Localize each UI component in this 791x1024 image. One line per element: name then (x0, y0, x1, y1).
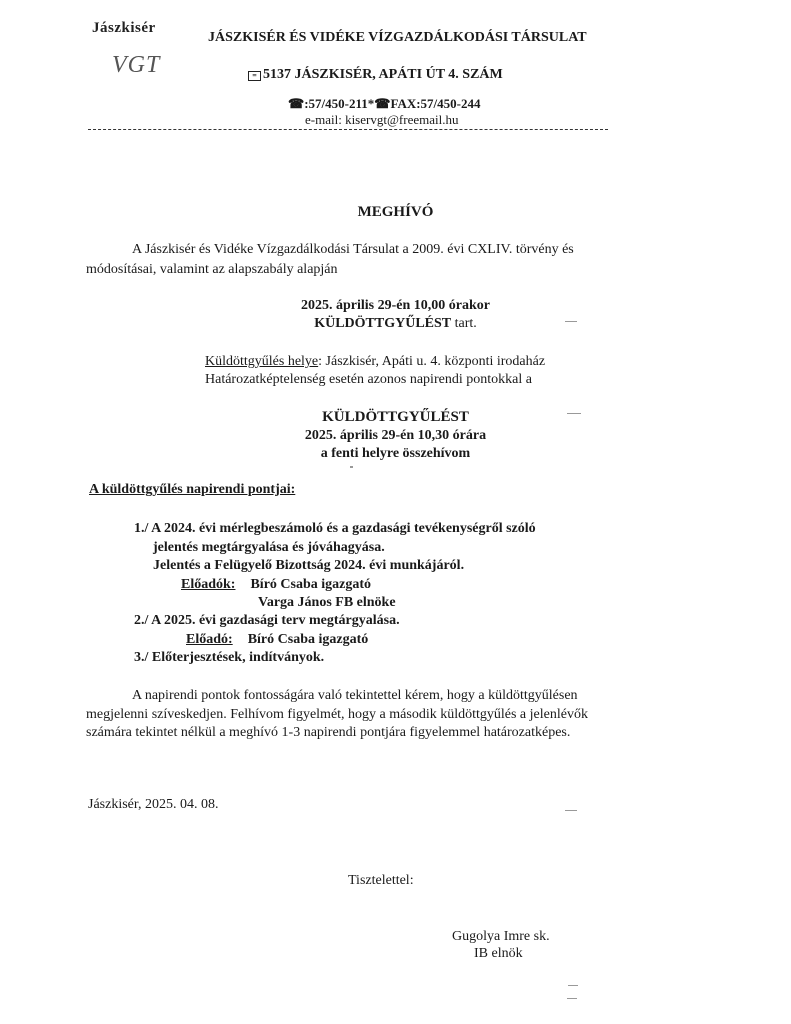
phone-number: :57/450-211* (304, 96, 375, 111)
envelope-icon: = (248, 71, 261, 81)
first-meeting-line (0, 316, 791, 332)
second-meeting-date: 2025. április 29-én 10,30 órára (304, 428, 487, 443)
phone-fax-line (288, 96, 481, 112)
place-and-date: Jászkisér, 2025. 04. 08. (88, 797, 219, 812)
second-meeting-word: KÜLDÖTTGYŰLÉST (322, 409, 469, 425)
scan-speck (567, 413, 581, 414)
header-divider (88, 129, 608, 130)
second-meeting-place: a fenti helyre összehívom (320, 446, 471, 461)
regards: Tisztelettel: (348, 873, 414, 888)
agenda-item-1-line-1: 1./ A 2024. évi mérlegbeszámoló és a gazdasági tevékenységről szóló (134, 521, 536, 536)
presenter-3: Bíró Csaba igazgató (247, 632, 369, 647)
presenters-line-1 (181, 577, 371, 593)
venue-text: : Jászkisér, Apáti u. 4. központi irodaház (318, 354, 546, 369)
document-title: MEGHÍVÓ (357, 204, 434, 220)
phone-icon: ☎ (288, 96, 305, 111)
organization-address (248, 67, 503, 83)
venue-label: Küldöttgyűlés helye (205, 354, 319, 369)
agenda-item-1-line-2: jelentés megtárgyalása és jóváhagyása. (153, 540, 385, 555)
closing-line-2: megjelenni szíveskedjen. Felhívom figyelmét, hogy a második küldöttgyűlés a jelenlévők (86, 707, 588, 722)
presenters-label: Előadók: (181, 577, 236, 592)
presenter-1: Bíró Csaba igazgató (250, 577, 372, 592)
fax-icon: ☎ (374, 96, 391, 111)
logo-initials: VGT (112, 52, 161, 78)
agenda-heading: A küldöttgyűlés napirendi pontjai: (89, 482, 296, 497)
scan-speck (350, 466, 353, 468)
closing-line-3: számára tekintet nélkül a meghívó 1-3 napirendi pontjára figyelemmel határozatképes. (86, 725, 571, 740)
address-text: 5137 JÁSZKISÉR, APÁTI ÚT 4. SZÁM (263, 67, 503, 82)
first-meeting-word: KÜLDÖTTGYŰLÉST (314, 316, 452, 331)
presenter-2: Varga János FB elnöke (258, 595, 396, 610)
intro-line-1: A Jászkisér és Vidéke Vízgazdálkodási Társulat a 2009. évi CXLIV. törvény és (132, 242, 574, 257)
presenter-label: Előadó: (186, 632, 233, 647)
signatory-title: IB elnök (474, 946, 523, 961)
email-line: e-mail: kiservgt@freemail.hu (305, 112, 459, 127)
venue-line (205, 354, 545, 370)
first-meeting-date: 2025. április 29-én 10,00 órakor (301, 298, 490, 313)
signatory-name: Gugolya Imre sk. (452, 929, 550, 944)
scan-speck (565, 810, 577, 811)
first-meeting-verb: tart. (451, 316, 477, 331)
closing-line-1: A napirendi pontok fontosságára való tekintettel kérem, hogy a küldöttgyűlésen (132, 688, 578, 703)
agenda-item-3: 3./ Előterjesztések, indítványok. (134, 650, 325, 665)
fax-number: FAX:57/450-244 (390, 96, 481, 111)
intro-line-2: módosításai, valamint az alapszabály alapján (86, 262, 338, 277)
scan-speck (567, 998, 577, 999)
agenda-item-1-line-3: Jelentés a Felügyelő Bizottság 2024. évi munkájáról. (153, 558, 465, 573)
logo-text: Jászkisér (92, 20, 156, 36)
scan-speck (565, 321, 577, 322)
agenda-item-2: 2./ A 2025. évi gazdasági terv megtárgyalása. (134, 613, 400, 628)
presenter-line-2 (186, 632, 368, 648)
organization-name: JÁSZKISÉR ÉS VIDÉKE VÍZGAZDÁLKODÁSI TÁRSULAT (208, 30, 587, 45)
scan-speck (568, 985, 578, 986)
quorum-line: Határozatképtelenség esetén azonos napirendi pontokkal a (205, 372, 532, 387)
